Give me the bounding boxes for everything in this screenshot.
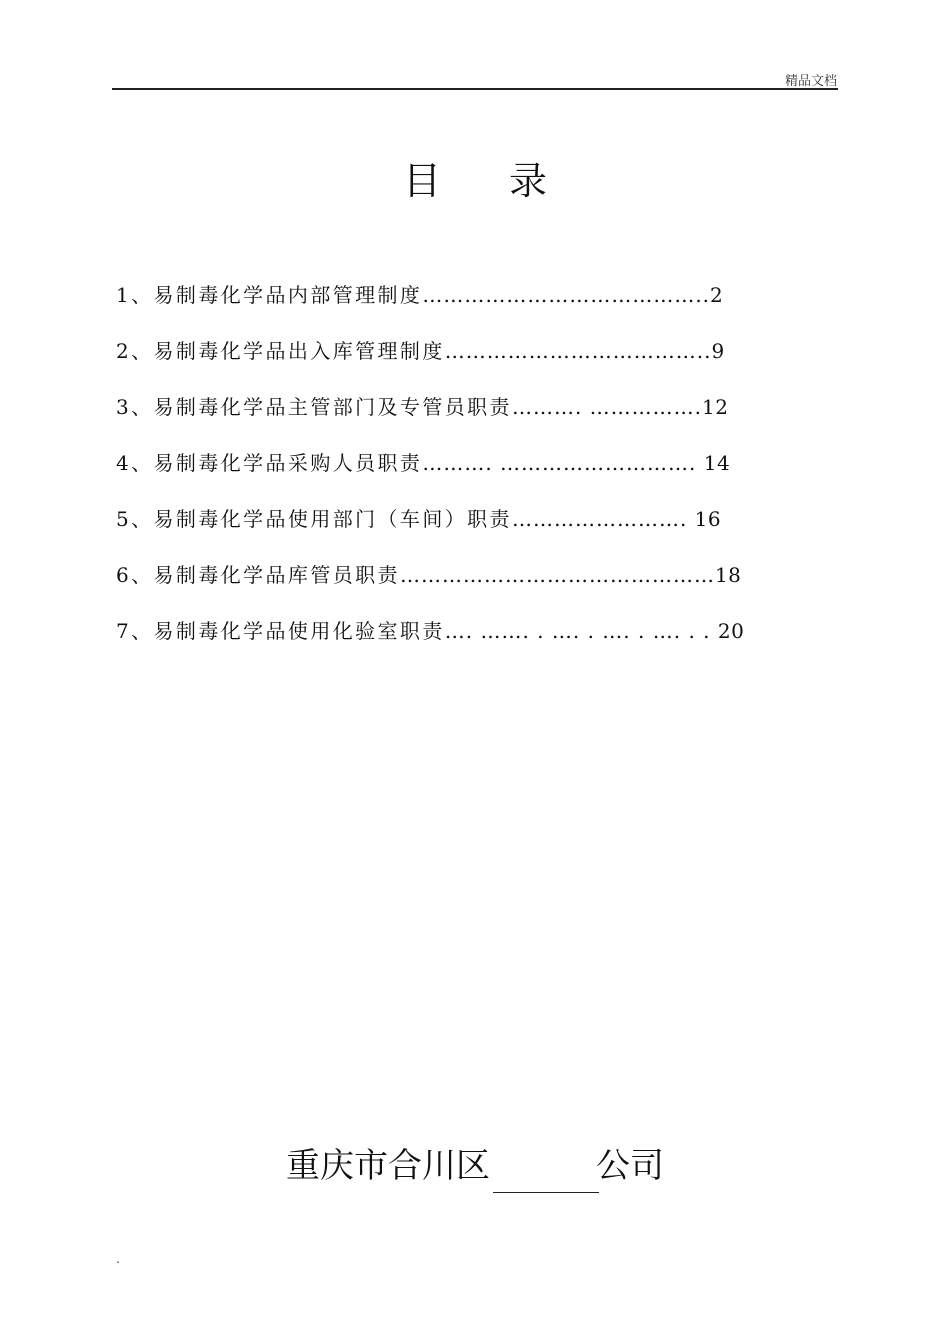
toc-entry-7[interactable]	[116, 615, 817, 671]
toc-entry-1[interactable]	[116, 279, 817, 335]
header-label: 精品文档	[784, 74, 837, 89]
toc-page-number: 9	[711, 339, 725, 363]
toc-leader-dots: …………………….	[511, 507, 695, 531]
toc-entry-3[interactable]	[116, 391, 817, 447]
toc-leader-dots: …………………………………..	[422, 283, 711, 307]
header-rule	[112, 88, 838, 90]
table-of-contents	[116, 279, 817, 671]
bottom-mark: .	[116, 1252, 120, 1266]
toc-entry-text: 2、易制毒化学品出入库管理制度	[116, 339, 445, 363]
toc-entry-text: 4、易制毒化学品采购人员职责	[116, 451, 423, 475]
toc-leader-dots: ………. …………….	[511, 395, 703, 419]
toc-entry-2[interactable]	[116, 335, 817, 391]
toc-entry-text: 7、易制毒化学品使用化验室职责	[116, 619, 445, 643]
toc-leader-dots: ………………………………..	[444, 339, 712, 363]
toc-entry-text: 1、易制毒化学品内部管理制度	[116, 283, 423, 307]
company-name-prefix: 重庆市合川区	[286, 1146, 490, 1186]
toc-page-number: 20	[717, 619, 745, 643]
toc-leader-dots: ………………………………………	[399, 563, 715, 587]
toc-entry-6[interactable]	[116, 559, 817, 615]
toc-page-number: 12	[702, 395, 729, 419]
toc-leader-dots: ………. ……………………….	[422, 451, 704, 475]
toc-page-number: 16	[694, 507, 722, 531]
toc-entry-5[interactable]	[116, 503, 817, 559]
toc-page-number: 2	[710, 283, 724, 307]
company-name	[0, 1138, 950, 1187]
toc-entry-text: 5、易制毒化学品使用部门（车间）职责	[116, 507, 512, 531]
company-name-underline	[493, 1192, 599, 1193]
toc-page-number: 18	[714, 563, 742, 587]
toc-entry-text: 6、易制毒化学品库管员职责	[116, 563, 400, 587]
page-title: 目 录	[402, 159, 576, 203]
toc-page-number: 14	[703, 451, 731, 475]
toc-leader-dots: …. ……. . …. . …. . …. . .	[444, 619, 718, 643]
company-name-suffix: 公司	[596, 1146, 664, 1186]
toc-entry-4[interactable]	[116, 447, 817, 503]
toc-entry-text: 3、易制毒化学品主管部门及专管员职责	[116, 395, 512, 419]
